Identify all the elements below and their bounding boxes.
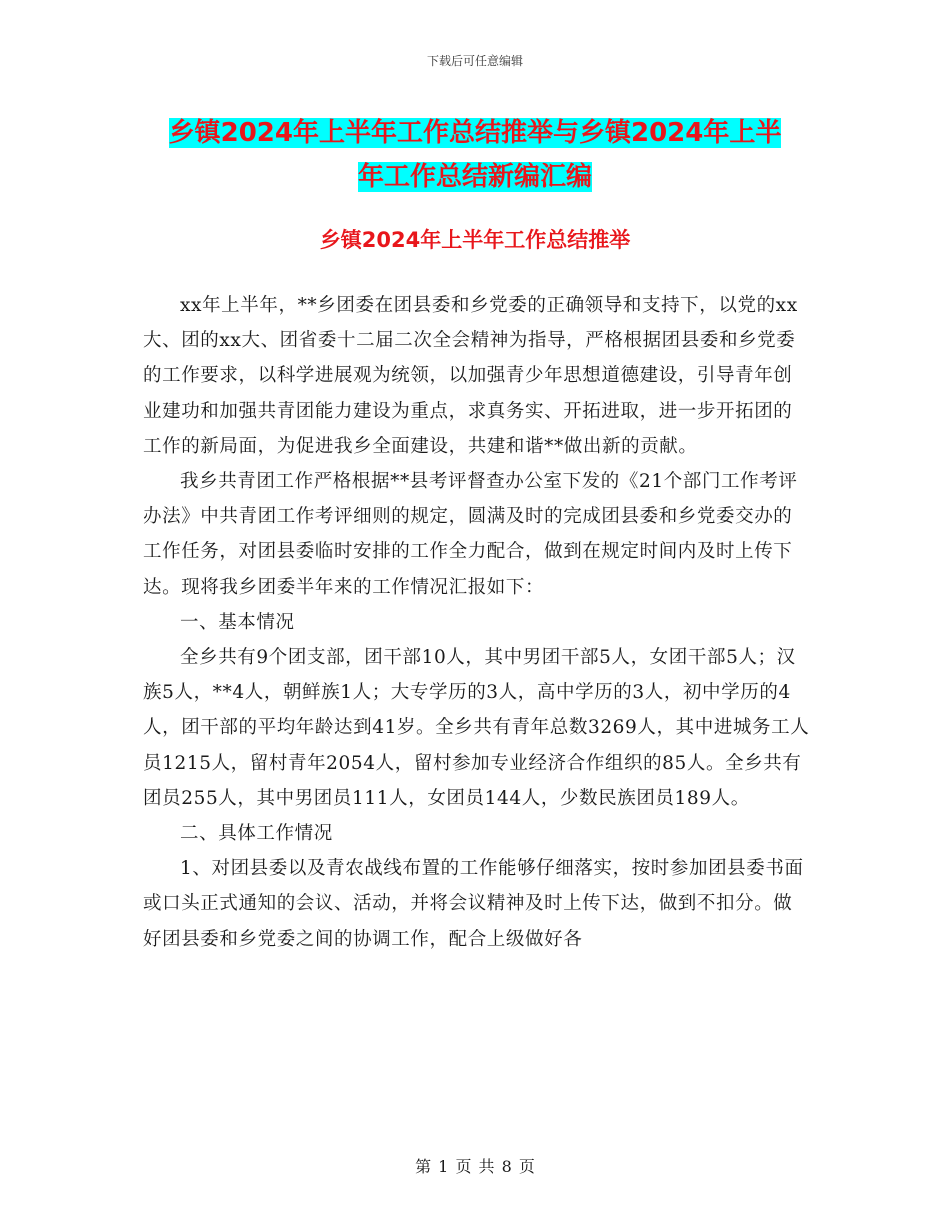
paragraph-basic-situation: 全乡共有9个团支部，团干部10人，其中男团干部5人，女团干部5人；汉族5人，**4人，朝鲜族1人；大专学历的3人，高中学历的3人，初中学历的4人，团干部的平均年龄达到41岁。全乡共有青年总数3269人，其中进城务工人员1215人，留村青年2054人，留村参加专业经济合作组织的85人。全乡共有团员255人，其中男团员111人，女团员144人，少数民族团员189人。 [143, 647, 810, 809]
paragraph-specific-work-1: 1、对团县委以及青农战线布置的工作能够仔细落实，按时参加团县委书面或口头正式通知的会议、活动，并将会议精神及时上传下达，做到不扣分。做好团县委和乡党委之间的协调工作，配合上级做好各 [143, 858, 804, 950]
document-title-text-1: 乡镇2024年上半年工作总结推举与乡镇2024年上半 [168, 118, 782, 148]
document-title-line-2 [140, 156, 810, 193]
page-footer: 第 1 页 共 8 页 [415, 1157, 535, 1176]
section-title: 乡镇2024年上半年工作总结推举 [319, 228, 631, 252]
document-body [143, 288, 811, 957]
header-note: 下载后可任意编辑 [426, 54, 523, 68]
heading-basic-situation: 一、基本情况 [180, 611, 295, 633]
document-title-line-1 [140, 112, 810, 149]
paragraph-intro: xx年上半年，**乡团委在团县委和乡党委的正确领导和支持下，以党的xx大、团的xx大、团省委十二届二次全会精神为指导，严格根据团县委和乡党委的工作要求，以科学进展观为统领，以加强青少年思想道德建设，引导青年创业建功和加强共青团能力建设为重点，求真务实、开拓进取，进一步开拓团的工作的新局面，为促进我乡全面建设，共建和谐**做出新的贡献。 [143, 295, 798, 457]
heading-specific-work: 二、具体工作情况 [180, 823, 333, 845]
document-title-text-2: 年工作总结新编汇编 [357, 162, 592, 192]
paragraph-overview: 我乡共青团工作严格根据**县考评督查办公室下发的《21个部门工作考评办法》中共青团工作考评细则的规定，圆满及时的完成团县委和乡党委交办的工作任务，对团县委临时安排的工作全力配合，做到在规定时间内及时上传下达。现将我乡团委半年来的工作情况汇报如下： [143, 471, 798, 598]
